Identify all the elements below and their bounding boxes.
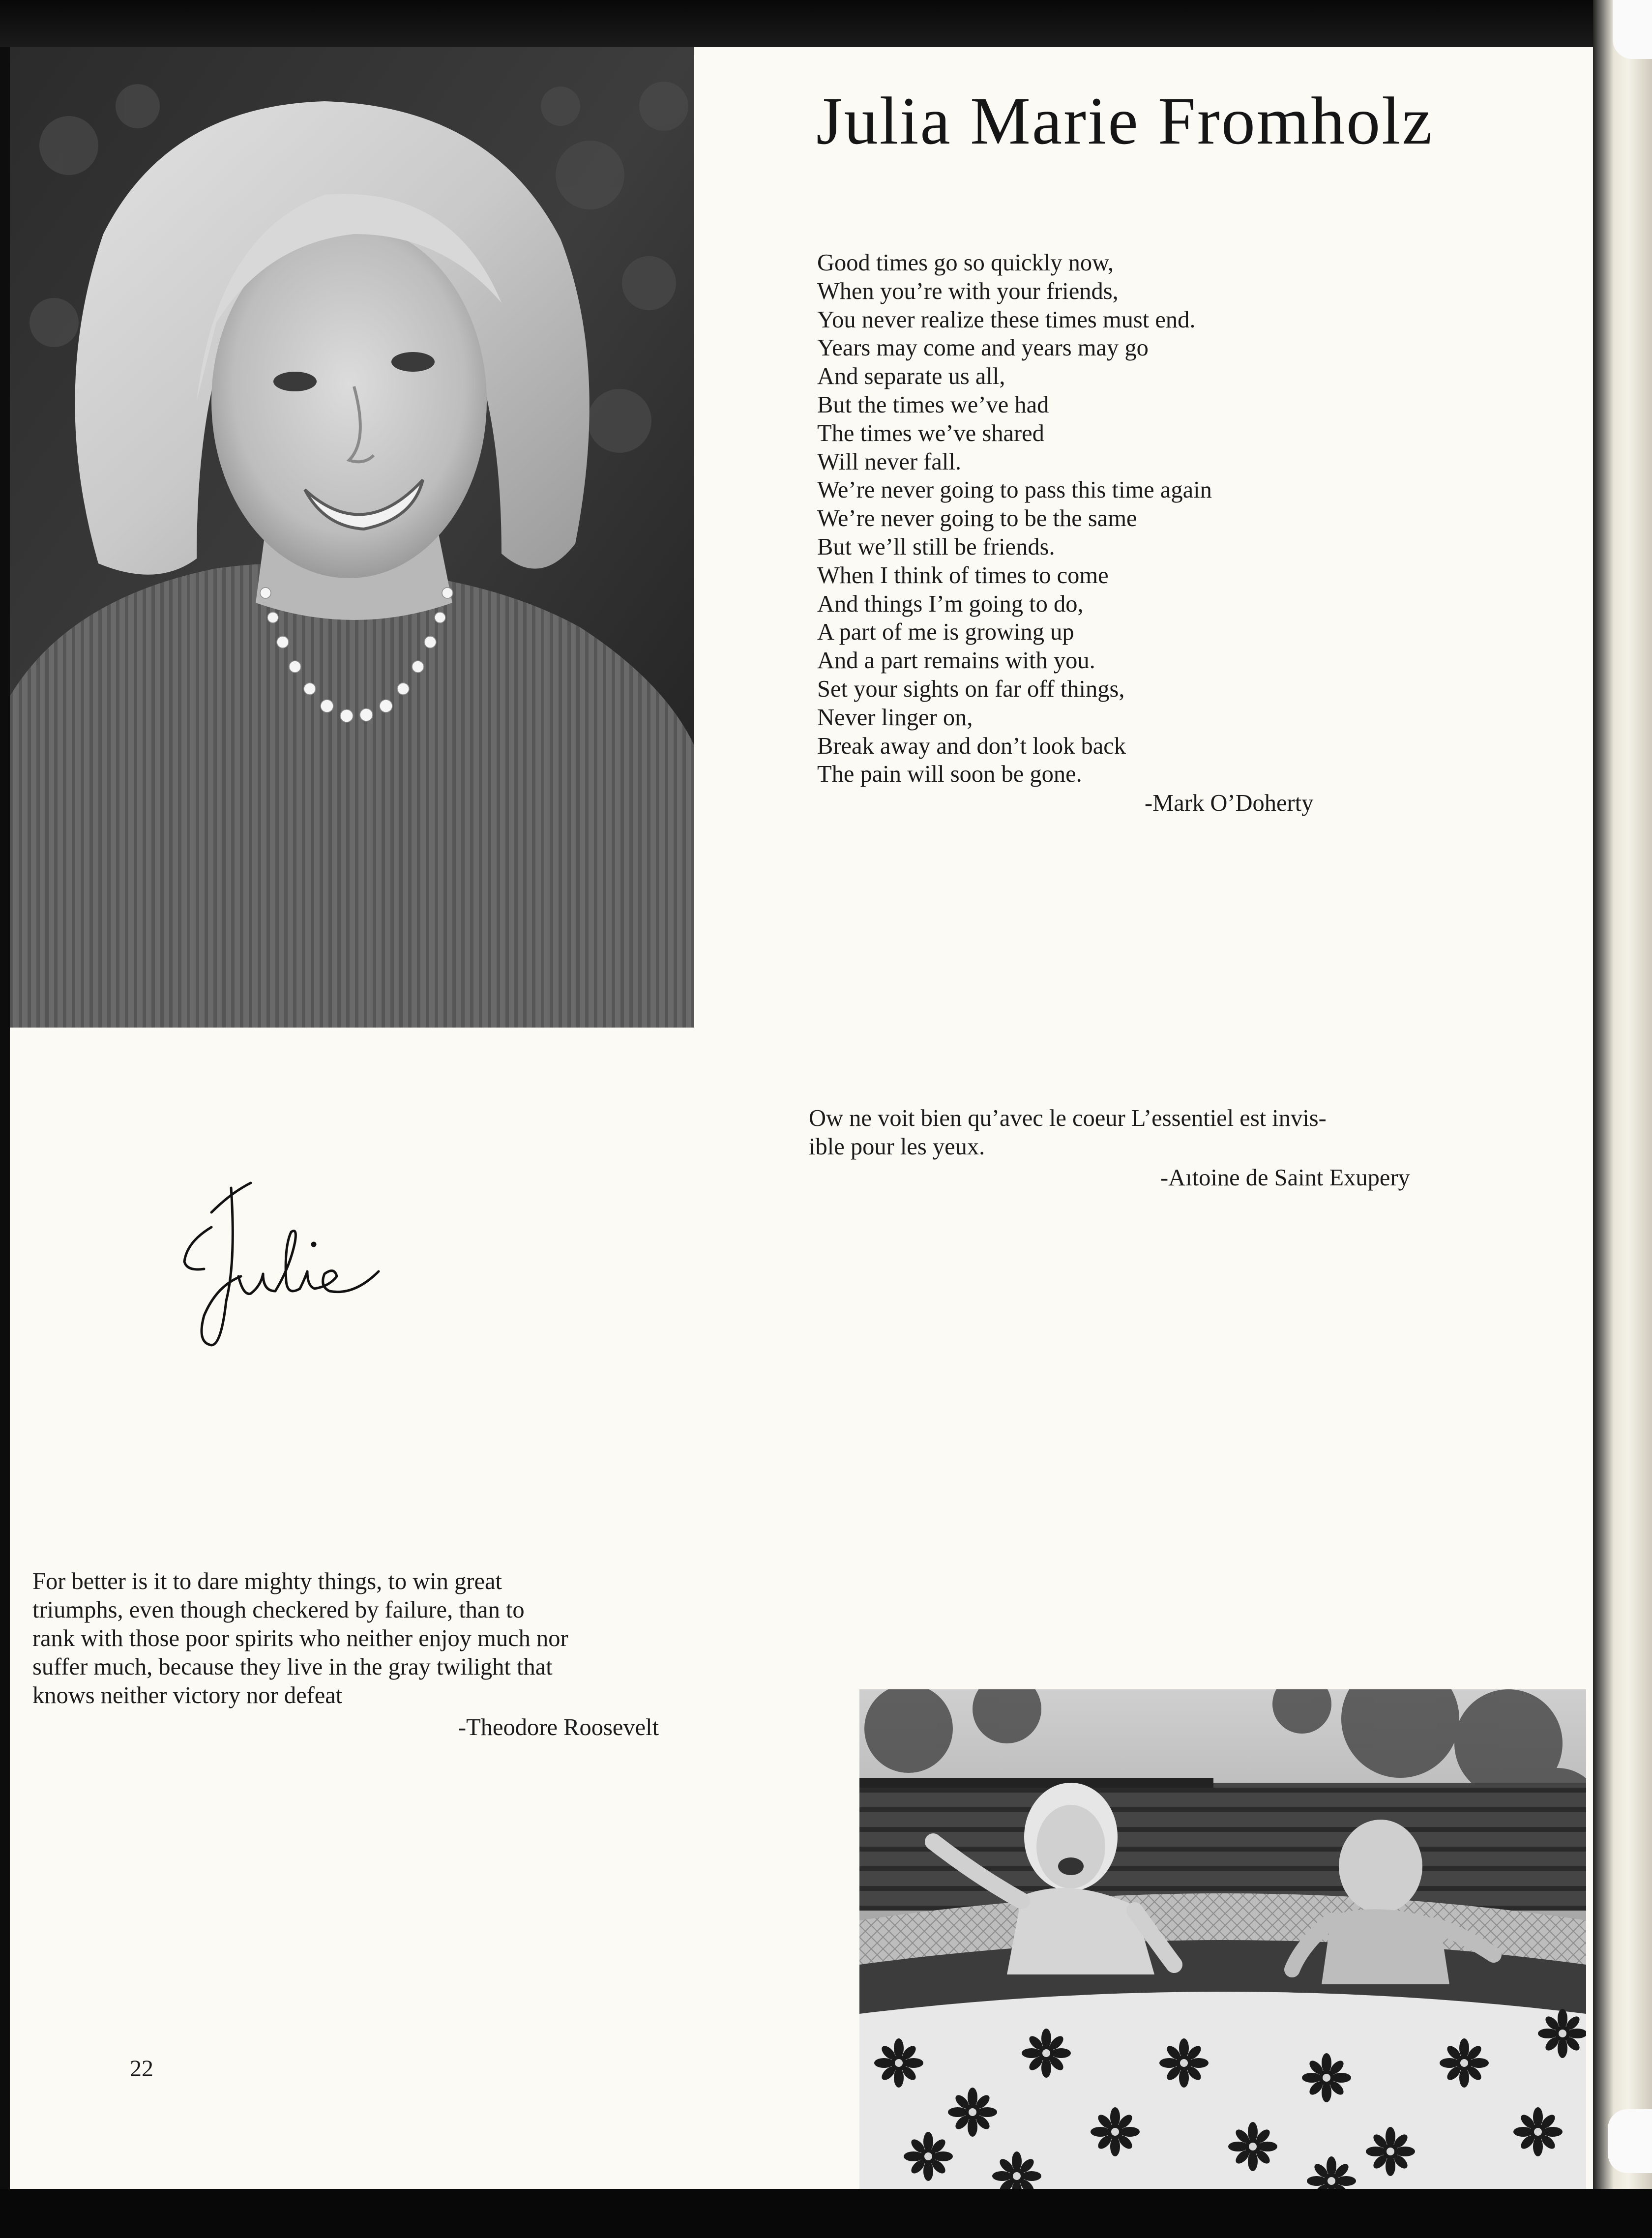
poem-line: When you’re with your friends, (817, 278, 1119, 304)
quote-line: suffer much, because they live in the gray twilight that (32, 1654, 553, 1680)
quote-line: triumphs, even though checkered by failure, than to (32, 1597, 525, 1623)
binding-tab-top (1613, 0, 1652, 59)
handwritten-signature (157, 1139, 462, 1384)
poem-line: The pain will soon be gone. (817, 761, 1082, 788)
poem-line: But the times we’ve had (817, 391, 1049, 418)
quote-line: knows neither victory nor defeat (32, 1682, 343, 1708)
childhood-pool-photo (859, 1689, 1586, 2189)
poem (817, 249, 1387, 789)
quote-line: Ow ne voit bien qu’avec le coeur L’essentiel est invis- (809, 1105, 1327, 1131)
poem-line: When I think of times to come (817, 562, 1109, 589)
roosevelt-quote-attribution: -Theodore Roosevelt (458, 1714, 659, 1740)
poem-line: A part of me is growing up (817, 619, 1074, 646)
poem-line: And separate us all, (817, 363, 1005, 390)
student-name-heading: Julia Marie Fromholz (816, 83, 1434, 158)
poem-attribution: -Mark O’Doherty (1145, 790, 1314, 816)
scan-bottom-edge (0, 2189, 1652, 2238)
scan-top-edge (0, 0, 1652, 47)
poem-line: And things I’m going to do, (817, 590, 1084, 617)
yearbook-page (10, 47, 1593, 2189)
roosevelt-quote (32, 1567, 701, 1710)
poem-line: You never realize these times must end. (817, 306, 1196, 333)
poem-line: Never linger on, (817, 704, 973, 731)
poem-line: Break away and don’t look back (817, 733, 1126, 759)
senior-portrait-photo (10, 47, 694, 1028)
french-quote (809, 1104, 1468, 1161)
quote-line: For better is it to dare mighty things, to win great (32, 1568, 502, 1594)
quote-line: ible pour les yeux. (809, 1134, 985, 1160)
page-number: 22 (130, 2056, 153, 2082)
poem-line: Good times go so quickly now, (817, 250, 1114, 276)
poem-line: Years may come and years may go (817, 335, 1149, 361)
poem-line: The times we’ve shared (817, 420, 1044, 446)
quote-line: rank with those poor spirits who neither enjoy much nor (32, 1625, 568, 1651)
poem-line: We’re never going to pass this time again (817, 477, 1212, 503)
scan-right-edge (1593, 0, 1652, 2238)
poem-line: We’re never going to be the same (817, 505, 1137, 532)
poem-line: But we’ll still be friends. (817, 533, 1055, 560)
poem-line: Set your sights on far off things, (817, 676, 1125, 702)
french-quote-attribution: -Aıtoine de Saint Exupery (1160, 1165, 1410, 1191)
binding-tab-bottom (1608, 2109, 1652, 2173)
poem-line: And a part remains with you. (817, 648, 1095, 674)
poem-line: Will never fall. (817, 448, 961, 475)
